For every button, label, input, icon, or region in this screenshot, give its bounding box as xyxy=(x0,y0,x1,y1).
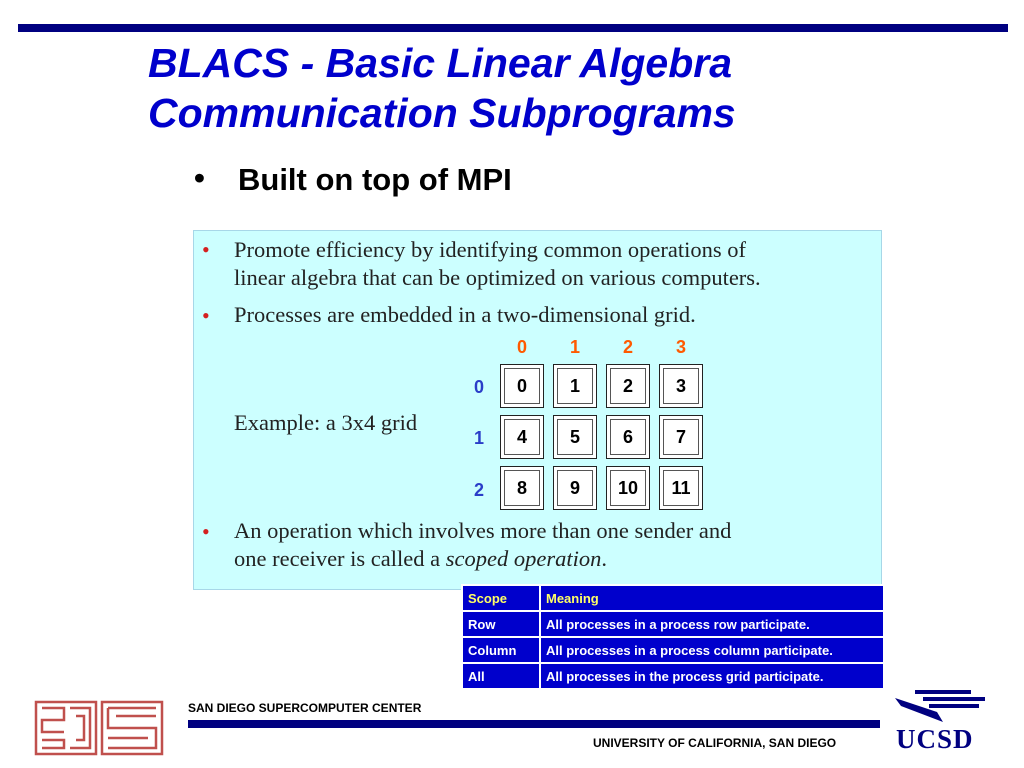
grid-cell: 9 xyxy=(553,466,597,510)
panel-point-1 xyxy=(234,236,761,292)
table-row xyxy=(463,612,883,636)
grid-cell: 6 xyxy=(606,415,650,459)
panel-bullet-1: • xyxy=(202,237,210,262)
panel-point-3-prefix: one receiver is called a xyxy=(234,546,446,571)
panel-bullet-2: • xyxy=(202,303,210,328)
grid-cell: 1 xyxy=(553,364,597,408)
panel-point-3 xyxy=(234,517,731,573)
grid-cell: 8 xyxy=(500,466,544,510)
grid-col-label-2: 2 xyxy=(622,337,633,357)
scope-table xyxy=(461,584,885,690)
grid-cell: 4 xyxy=(500,415,544,459)
top-rule xyxy=(18,24,1008,32)
grid-col-label-0: 0 xyxy=(516,337,527,357)
panel-point-1-line-2: linear algebra that can be optimized on various computers. xyxy=(234,265,761,290)
grid-row-label-1: 1 xyxy=(473,428,484,448)
meaning-cell: All processes in a process row participate. xyxy=(541,612,883,636)
meaning-cell: All processes in a process column participate. xyxy=(541,638,883,662)
table-row xyxy=(463,638,883,662)
scope-cell: Row xyxy=(463,612,539,636)
panel-point-3-line-1: An operation which involves more than one sender and xyxy=(234,518,732,543)
scope-table-header xyxy=(463,586,883,610)
bullet-marker: • xyxy=(194,160,205,195)
grid-cell: 10 xyxy=(606,466,650,510)
grid-cell: 11 xyxy=(659,466,703,510)
blacs-info-panel xyxy=(193,230,882,590)
panel-point-2: Processes are embedded in a two-dimensional grid. xyxy=(234,302,696,327)
panel-point-1-line-1: Promote efficiency by identifying common operations of xyxy=(234,237,746,262)
grid-row-label-0: 0 xyxy=(473,377,484,397)
grid-row-label-2: 2 xyxy=(473,480,484,500)
scope-header-cell: Scope xyxy=(463,586,539,610)
panel-bullet-3: • xyxy=(202,519,210,544)
grid-cell: 5 xyxy=(553,415,597,459)
meaning-header-cell: Meaning xyxy=(541,586,883,610)
grid-cell: 7 xyxy=(659,415,703,459)
title-line-2: Communication Subprograms xyxy=(148,90,736,136)
scope-cell: Column xyxy=(463,638,539,662)
scope-cell: All xyxy=(463,664,539,688)
grid-col-label-3: 3 xyxy=(675,337,686,357)
grid-cell: 0 xyxy=(500,364,544,408)
grid-example-label: Example: a 3x4 grid xyxy=(234,410,418,435)
panel-point-3-suffix: . xyxy=(601,546,607,571)
meaning-cell: All processes in the process grid participate. xyxy=(541,664,883,688)
grid-cell: 3 xyxy=(659,364,703,408)
bottom-rule xyxy=(188,720,880,728)
grid-col-label-1: 1 xyxy=(569,337,580,357)
table-row xyxy=(463,664,883,688)
university-name: UNIVERSITY OF CALIFORNIA, SAN DIEGO xyxy=(593,736,837,750)
panel-point-3-line-2 xyxy=(234,545,731,573)
main-bullet-text: Built on top of MPI xyxy=(238,162,512,197)
ucsd-logo-text: UCSD xyxy=(896,724,974,754)
grid-cell: 2 xyxy=(606,364,650,408)
title-line-1: BLACS - Basic Linear Algebra xyxy=(148,40,733,86)
scoped-operation-term: scoped operation xyxy=(445,546,602,571)
sdsc-logo xyxy=(34,700,164,756)
sdsc-center-name: SAN DIEGO SUPERCOMPUTER CENTER xyxy=(188,701,422,715)
ucsd-logo xyxy=(893,688,993,726)
slide-title xyxy=(148,38,1008,138)
